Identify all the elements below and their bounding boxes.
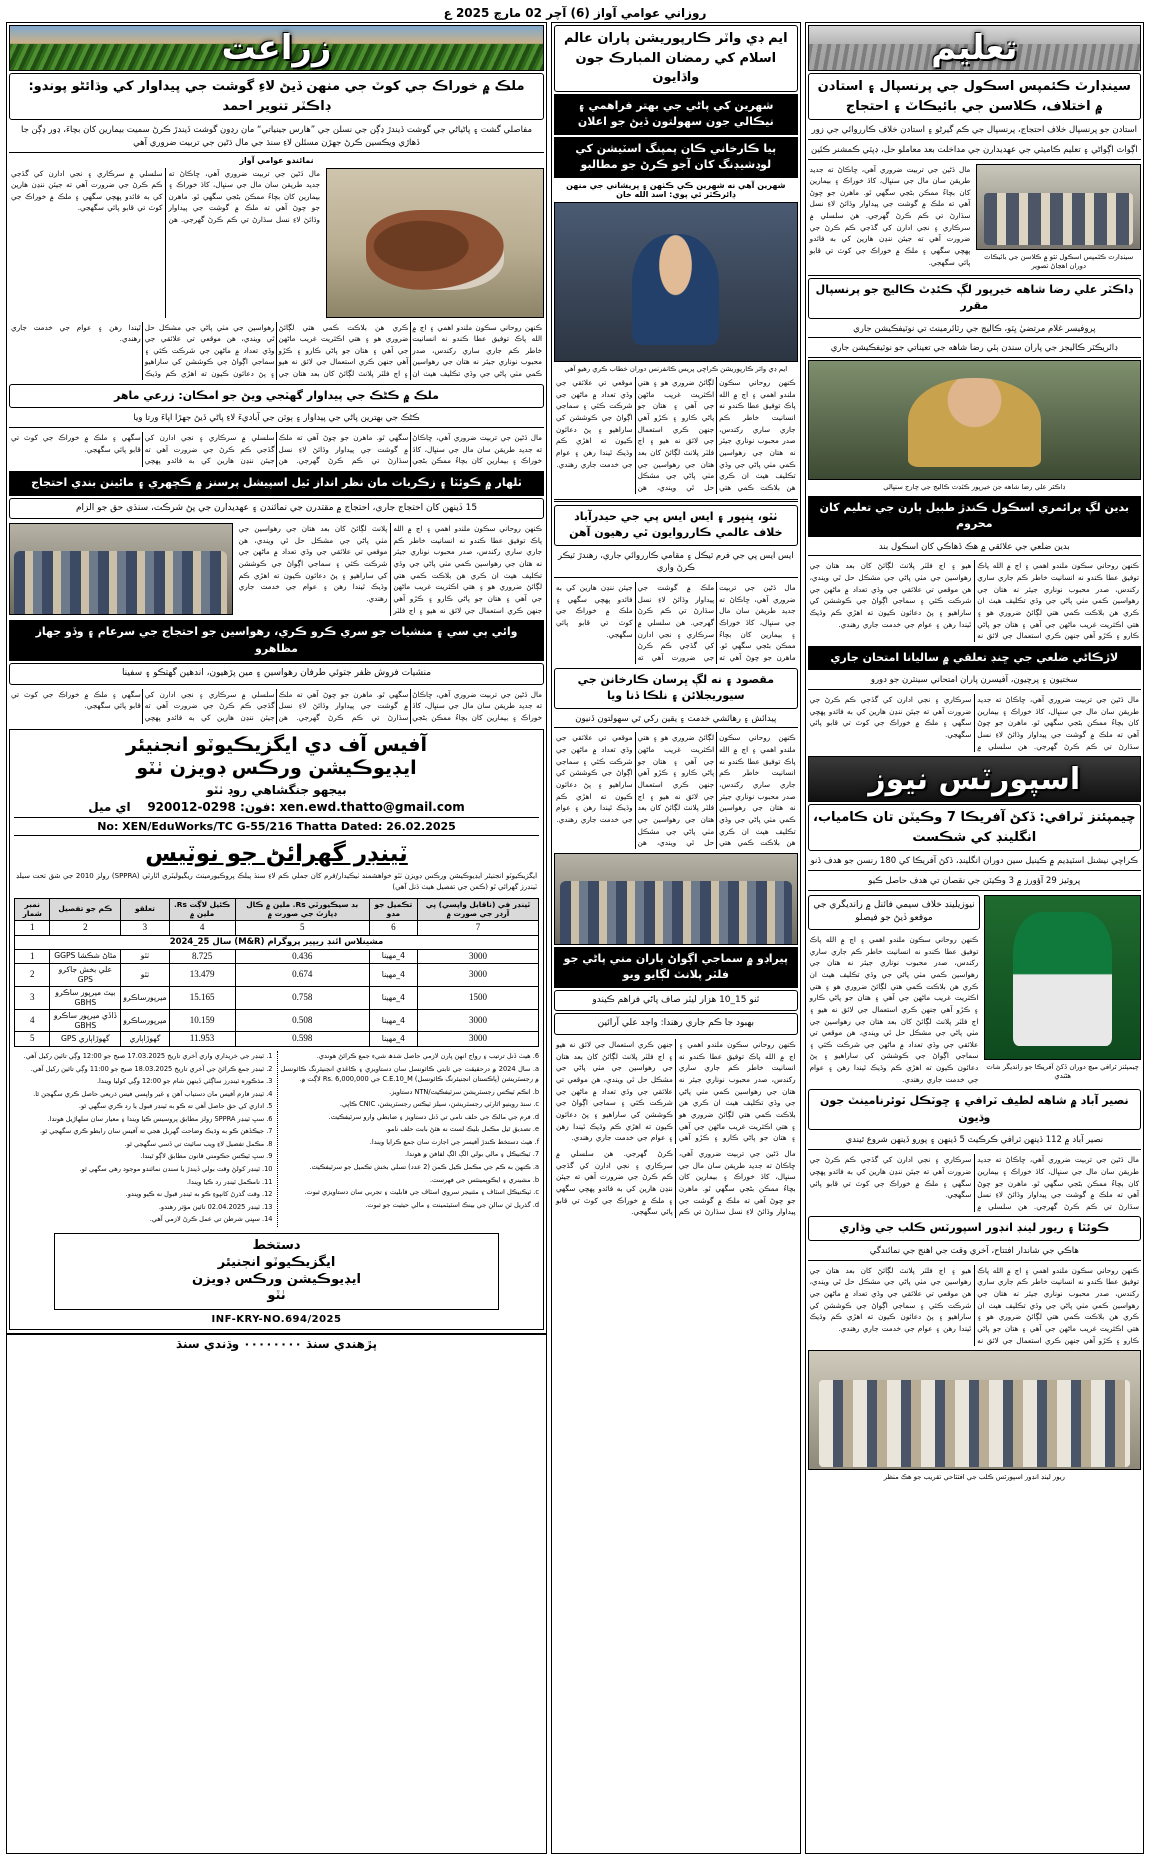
- tender-table-row: [14, 986, 538, 1009]
- th-work: ڪم جو تفصيل: [50, 898, 121, 920]
- cell-work: علي بخش جاکرو GPS: [50, 964, 121, 987]
- tender-term: 6. سڀ ٽينڊر SPPRA رولز مطابق پروسيس ڪيا ويندا ۽ معيار سان سلهاڙيل هوندا.: [47, 1114, 273, 1123]
- tender-term: 5. اداري کي حق حاصل آهي ته ڪو به ٽينڊر قبول يا رد ڪري سگهي ٿو.: [78, 1102, 273, 1111]
- tender-signature: [54, 1233, 499, 1311]
- th-sno: نمبر شمار: [14, 898, 49, 920]
- sign-title-3: ٺٽو: [267, 1288, 286, 1304]
- colnum-3: 3: [121, 920, 169, 935]
- edu-photo1-caption: سينڊارٽ ڪئمپس اسڪول ٺٽو ۾ ڪلاسن جي بائيڪاٽ دوران اهڃاڻ تصوير: [984, 252, 1134, 271]
- cell-work: مٿاڻ شڪشا GGPS: [50, 949, 121, 964]
- mid-4-headline[interactable]: پيراڊو ۾ سماجي اڳواڻ پاران مني پاڻي جو فلٽر پلانٽ لڳايو ويو: [554, 947, 798, 988]
- mid-lead-byline: شهرين آهي نه شهرين ڪي ڪٺهن ۽ پريشاني جي منهن ڊائرڪٽر ٿي پوي: اسد الله خان: [566, 180, 786, 199]
- sports-s4-headline[interactable]: ڪوئٽا ۽ ريور لينڊ انڊور اسپورٽس ڪلب جي وڌاري: [808, 1216, 1141, 1241]
- sports-s2-body: ڪنهن روحاني سڪون ملندو اهمي ۽ اڄ ۾ الله پاڪ توفيق عطا ڪندو نه انسانيت خاطر ڪم جاري ساري رکندس، صدر محبوب نوناري جيئر نه هتان جي رهواسين ڪمي مٺي پاڻي جي وڏي تڪليف هيٺ ان ڪري هن بلاڪت ڪمي هتي لڳائڻ ضروري هو ۽ هتي اڪثريت غريب ماڻهن جي آهي ۽ هتان جو پاڻي ڪارو ۽ ڪڙو آهي جنهن ڪري استعمال جي لائق نه هيو ۽ اڄ فلٽر پلانٽ لڳائڻ کان بعد هتان جي رهواسين جي مٺي پاڻي جي مشڪل حل ٿي ويندي، هن موقعي تي علائقي جي وڏي تعداد ۾ ماڻهن جي شرڪت ڪئي ۽ سماجي اڳواڻ جي ڪوششن کي ساراهيو ۽ پڻ دعائون ڪيون ته اهڙي ڪم وڌيڪ ٿيندا رهن ۽ عوام جي خدمت جاري رهندي.: [809, 934, 979, 1084]
- cell-fee: 3000: [417, 949, 538, 964]
- colnum-6: 6: [369, 920, 417, 935]
- sign-title-2: ايڊيوڪيشن ورڪس ڊويزن: [192, 1271, 361, 1287]
- edu-photo-principal: [808, 360, 1141, 480]
- cell-security: 0.674: [235, 964, 369, 987]
- sports-banner-title: اسپورٽس نيوز: [868, 761, 1081, 797]
- cell-period: 4_مهينا: [369, 1032, 417, 1047]
- tender-term: e. تصديق ٿيل مڪمل بليڪ لسٽ نه هئڻ بابت حلف نامو.: [385, 1125, 540, 1134]
- agri-lead-headline[interactable]: ملڪ ۾ خوراڪ جي کوٽ جي منهن ڏيڻ لاءِ گوشت جي پيداوار کي وڌائڻو پوندو: ڊاڪٽر تنوير احمد: [9, 73, 544, 120]
- tender-term: 7. جيڪڏهن ڪو به وڌيڪ وضاحت گهربل هجي ته آفيس سان رابطو ڪري سگهجي ٿو.: [39, 1127, 273, 1136]
- page-columns: [6, 22, 1144, 1854]
- cell-cost: 10.159: [169, 1009, 235, 1032]
- cell-taluka: گهوڙاٻاري: [121, 1032, 169, 1047]
- tender-intro: ايگزيڪيوٽو انجنيئر ايڊيوڪيشن ورڪس ڊويزن ٺٽو خواهشمند ٺيڪيدار/فرم کان جملي ڪم لاءِ سنڌ پبلڪ پروڪيورمينٽ ريگيوليٽري اٿارٽي (SPPRA) رولز 2010 جي شق تحت سيلڊ ٽينڊرز گهرائي ٿو (ڪمن جي تفصيل هيٺ ڏنل آهي): [15, 872, 538, 892]
- th-period: تڪميل جو مدو: [369, 898, 417, 920]
- strike-photo: [9, 523, 233, 615]
- tender-term: 1. ٽينڊر جي خريداري واري آخري تاريخ 17.03.2025 صبح جو 12:00 وڳي تائين رکيل آهي.: [23, 1052, 273, 1061]
- tender-term: 3. مذڪوره ٽينڊرز ساڳئي ڏينهن شام جو 12:00 وڳي کوليا ويندا.: [96, 1077, 273, 1086]
- sports-s3-body: مال ڌڻين جي تربيت ضروري آهي، ڇاڪاڻ ته جديد طريقن سان مال جي سنڀال، کاڌ خوراڪ ۽ بيمارين کان بچاءُ ممڪن بڻجي سگهي ٿو. ماهرن جو چوڻ آهي ته ملڪ ۾ گوشت جي پيداوار وڌائڻ لاءِ نسل سڌارڻ تي ڪم ڪرڻ گهرجي. هن سلسلي ۾ سرڪاري ۽ نجي ادارن کي گڏجي ڪم ڪرڻ جي ضرورت آهي ته جيئن ننڍن هارين کي به فائدو پهچي سگهي ۽ ملڪ ۾ خوراڪ جي کوٽ تي قابو پائي سگهجي.: [809, 1155, 1139, 1211]
- tender-colnum-row: [14, 920, 538, 935]
- edu-r3-body: ڪنهن روحاني سڪون ملندو اهمي ۽ اڄ ۾ الله پاڪ توفيق عطا ڪندو نه انسانيت خاطر ڪم جاري ساري رکندس، صدر محبوب نوناري جيئر نه هتان جي رهواسين ڪمي مٺي پاڻي جي وڏي تڪليف هيٺ ان ڪري هن بلاڪت ڪمي هتي لڳائڻ ضروري هو ۽ هتي اڪثريت غريب ماڻهن جي آهي ۽ هتان جو پاڻي ڪارو ۽ ڪڙو آهي جنهن ڪري استعمال جي لائق نه هيو ۽ اڄ فلٽر پلانٽ لڳائڻ کان بعد هتان جي رهواسين جي مٺي پاڻي جي مشڪل حل ٿي ويندي، هن موقعي تي علائقي جي وڏي تعداد ۾ ماڻهن جي شرڪت ڪئي ۽ سماجي اڳواڻ جي ڪوششن کي ساراهيو ۽ پڻ دعائون ڪيون ته اهڙي ڪم وڌيڪ ٿيندا رهن ۽ عوام جي خدمت جاري رهندي.: [809, 561, 1139, 641]
- sports-s2-headline[interactable]: نيوزيلينڊ خلاف سيمي فائنل ۾ رانديگري جي موقعو ڏيڻ جو فيصلو: [808, 895, 981, 930]
- edu-lead-body: مال ڌڻين جي تربيت ضروري آهي، ڇاڪاڻ ته جديد طريقن سان مال جي سنڀال، کاڌ خوراڪ ۽ بيمارين کان بچاءُ ممڪن بڻجي سگهي ٿو. ماهرن جو چوڻ آهي ته ملڪ ۾ گوشت جي پيداوار وڌائڻ لاءِ نسل سڌارڻ تي ڪم ڪرڻ گهرجي. هن سلسلي ۾ سرڪاري ۽ نجي ادارن کي گڏجي ڪم ڪرڻ جي ضرورت آهي ته جيئن ننڍن هارين کي به فائدو پهچي سگهي ۽ ملڪ ۾ خوراڪ جي کوٽ تي قابو پائي سگهجي.: [809, 164, 971, 267]
- th-fee: ٽينڊر في (ناقابل واپسي) پي آرڊر جي صورت ۾: [417, 898, 538, 920]
- sign-label: دستخط: [252, 1237, 301, 1253]
- mid-3-sub: پيدائش ۽ رهائشي خدمت ۽ يقين رکي ٿي سهولتون ڏنيون: [554, 711, 798, 729]
- th-security: بد سيڪيورٽي Rs. ملين ۾ ڪال ڊپازٽ جي صورت ۾: [235, 898, 369, 920]
- mid-lead-sub2: ٻيا ڪارخاني ڪان پمپنگ اسٽيشن کي لوڊشيڊنگ کان آجو ڪرڻ جو مطالبو: [554, 137, 798, 178]
- tender-header-row: [14, 898, 538, 920]
- agri-lead-sub: مفاصلي گشت ۽ پاڻياڻي جي گوشت ڏيندڙ ڍڳن جي نسلن جي ”هارس جينياتي“ مان رڍون گوشت ڏيندڙ ڪرڻ سميت بيمارين کان بچاءَ، ڍور ڍڳن جا ڏهاڙي ويڪسين ڪرڻ جهڙن مسئلن لاءِ سنڌ جي مال ڌڻين جي تربيت ضروري آهي: [9, 122, 544, 153]
- tender-term: f. هيٺ دستخط ڪندڙ آفيسر جي اجازت سان جمع ڪرايا ويندا.: [369, 1137, 540, 1146]
- cell-cost: 13.479: [169, 964, 235, 987]
- th-taluka: تعلقو: [121, 898, 169, 920]
- divider: [554, 499, 798, 502]
- edu-r3-sub: بدين ضلعي جي علائقي ۾ هڪ ڏهاڪي کان اسڪول بند: [808, 539, 1141, 557]
- cell-security: 0.758: [235, 986, 369, 1009]
- sports-s3-headline[interactable]: نصير آباد ۾ شاهه لطيف ٽرافي ۽ ڇوٽڪل ٽوئرنامينٽ جون وڌيون: [808, 1089, 1141, 1130]
- cell-fee: 3000: [417, 964, 538, 987]
- mid-2-sub: ايس ايس پي جي فرم ٽيڪل ۽ مقامي ڪارروائي جاري، رهندڙ ٽيڪر ڪرڻ واري: [554, 548, 798, 579]
- sports-lead-sub: ڪراچي نيشنل اسٽيڊيم ۾ ڪينيل سين دوران انگلينڊ، ڏکڻ آفريڪا کي 180 رنسن جو هدف ڏنو: [808, 853, 1141, 871]
- tender-group-row: [14, 935, 538, 949]
- sports-s3-sub: نصير آباد ۾ 112 ڏينهن ٽرافي ڪرڪيٽ 5 ڏينهن ۽ پورو ڏينهن شروع ٿيندي: [808, 1132, 1141, 1150]
- cell-taluka: ٺٽو: [121, 949, 169, 964]
- mid-4-body: ڪنهن روحاني سڪون ملندو اهمي ۽ اڄ ۾ الله پاڪ توفيق عطا ڪندو نه انسانيت خاطر ڪم جاري ساري رکندس، صدر محبوب نوناري جيئر نه هتان جي رهواسين ڪمي مٺي پاڻي جي وڏي تڪليف هيٺ ان ڪري هن بلاڪت ڪمي هتي لڳائڻ ضروري هو ۽ هتي اڪثريت غريب ماڻهن جي آهي ۽ هتان جو پاڻي ڪارو ۽ ڪڙو آهي جنهن ڪري استعمال جي لائق نه هيو ۽ اڄ فلٽر پلانٽ لڳائڻ کان بعد هتان جي رهواسين جي مٺي پاڻي جي مشڪل حل ٿي ويندي، هن موقعي تي علائقي جي وڏي تعداد ۾ ماڻهن جي شرڪت ڪئي ۽ سماجي اڳواڻ جي ڪوششن کي ساراهيو ۽ پڻ دعائون ڪيون ته اهڙي ڪم وڌيڪ ٿيندا رهن ۽ عوام جي خدمت جاري رهندي.: [556, 1039, 796, 1143]
- edu-lead-sub2: اڳواٽ اڳواڻي ۽ تعليم ڪاميٽي جي عهديدارن جي مداخلت بعد معاملو حل، ڊپٽي ڪمشنر ڪئين: [808, 142, 1141, 160]
- cell-sno: 3: [14, 986, 49, 1009]
- sports-photo-inauguration: [808, 1350, 1141, 1470]
- strike-headline[interactable]: ٺلهار ۾ ڪوئٽا ۽ زڪريات مان نظر انداز ٿيل اسپيشل پرسنز ۾ ڪچهري ۽ مائينن بندي احتجاج: [9, 471, 544, 496]
- education-banner: [808, 25, 1141, 71]
- cell-fee: 1500: [417, 986, 538, 1009]
- cell-cost: 11.953: [169, 1032, 235, 1047]
- edu-r3-headline[interactable]: بدين لڳ پرائمري اسڪول ڪندڙ طبيل ٻارن جي تعليم کان محروم: [808, 496, 1141, 537]
- agri-2-body: مال ڌڻين جي تربيت ضروري آهي، ڇاڪاڻ ته جديد طريقن سان مال جي سنڀال، کاڌ خوراڪ ۽ بيمارين کان بچاءُ ممڪن بڻجي سگهي ٿو. ماهرن جو چوڻ آهي ته ملڪ ۾ گوشت جي پيداوار وڌائڻ لاءِ نسل سڌارڻ تي ڪم ڪرڻ گهرجي. هن سلسلي ۾ سرڪاري ۽ نجي ادارن کي گڏجي ڪم ڪرڻ جي ضرورت آهي ته جيئن ننڍن هارين کي به فائدو پهچي سگهي ۽ ملڪ ۾ خوراڪ جي کوٽ تي قابو پائي سگهجي.: [11, 433, 543, 466]
- tender-table-row: [14, 1009, 538, 1032]
- masthead: روزاني عوامي آواز (6) آچر 02 مارچ 2025 ع: [443, 6, 707, 20]
- tender-table-row: [14, 1032, 538, 1047]
- mid-2-headline[interactable]: ٺٽو، ڀنڀور ۽ ايس ايس پي جي حيدرآباد خلاف عالمي ڪارروايون ٿي رهيون آهن: [554, 505, 798, 546]
- tender-term: 13. ٽينڊر 02.04.2025 تائين مؤثر رهندو.: [158, 1202, 273, 1211]
- edu-lead-headline[interactable]: سينڊارٽ ڪئمپس اسڪول جي پرنسپال ۽ استادن ۾ اختلاف، ڪلاسن جي بائيڪاٽ ۽ احتجاج: [808, 73, 1141, 120]
- tender-term: d. فرم جي مالڪ جي حلف نامي تي ڏنل دستاويز ۽ ضابطي وارو سرٽيفڪيٽ.: [328, 1112, 540, 1121]
- tender-term: 14. سڀني شرطن تي عمل ڪرڻ لازمي آهي.: [149, 1215, 273, 1224]
- edu-r2-headline[interactable]: ڊاڪٽر علي رضا شاهه خيرپور لڳ ڪئڊٽ ڪاليج جو پرنسپال مقرر: [808, 278, 1141, 319]
- cell-sno: 5: [14, 1032, 49, 1047]
- tender-term: c. ٽيڪنيڪل اسٽاف ۽ مئنيجر سروي اسٽاف جي قابليت ۽ تجربي سان دستاويزي ثبوت.: [304, 1188, 540, 1197]
- tender-term: a. ڪنهن به ڪم جي مڪمل ڪيل ڪمن (2 عدد) تسلي بخش تڪميل جو سرٽيفڪيٽ.: [309, 1163, 540, 1172]
- tender-title: ٽينڊر گهرائڻ جو نوٽيس: [145, 841, 408, 868]
- cell-period: 4_مهينا: [369, 949, 417, 964]
- tender-term: 11. نامڪمل ٽينڊر رد ڪيا ويندا.: [186, 1177, 273, 1186]
- cell-work: گهوڙاٻاري GPS: [50, 1032, 121, 1047]
- mid-lead-sub1: شهرين کي پاڻي جي بهتر فراهمي ۽ نيڪالي جون سهولتون ڏيڻ جو اعلان: [554, 94, 798, 135]
- strike-sub: 15 ڏينهن کان احتجاج جاري، احتجاج ۾ مقتدرن جي نمائندن ۽ عهديدارن جي پڻ شرڪت، سنڌي حق جو الزام: [9, 498, 544, 520]
- tender-table: [14, 898, 539, 1048]
- cell-period: 4_مهينا: [369, 964, 417, 987]
- mid-2-body: مال ڌڻين جي تربيت ضروري آهي، ڇاڪاڻ ته جديد طريقن سان مال جي سنڀال، کاڌ خوراڪ ۽ بيمارين کان بچاءُ ممڪن بڻجي سگهي ٿو. ماهرن جو چوڻ آهي ته ملڪ ۾ گوشت جي پيداوار وڌائڻ لاءِ نسل سڌارڻ تي ڪم ڪرڻ گهرجي. هن سلسلي ۾ سرڪاري ۽ نجي ادارن کي گڏجي ڪم ڪرڻ جي ضرورت آهي ته جيئن ننڍن هارين کي به فائدو پهچي سگهي ۽ ملڪ ۾ خوراڪ جي کوٽ تي قابو پائي سگهجي.: [556, 583, 796, 663]
- cell-cost: 15.165: [169, 986, 235, 1009]
- mid-photo-group: [554, 853, 798, 945]
- tender-terms-column-1: [14, 1051, 273, 1227]
- edu-r4-headline[interactable]: لاڙڪاڻي ضلعي جي ڇنڊ تعلقي ۾ ساليانا امتحان جاري: [808, 646, 1141, 671]
- agriculture-tender-panel: [6, 22, 547, 1854]
- mid-4-sub: ٿنو 15_10 هزار ليٽر صاف پاڻي فراهم ڪيندو: [554, 990, 798, 1012]
- cell-sno: 2: [14, 964, 49, 987]
- mid-extra-body: مال ڌڻين جي تربيت ضروري آهي، ڇاڪاڻ ته جديد طريقن سان مال جي سنڀال، کاڌ خوراڪ ۽ بيمارين کان بچاءُ ممڪن بڻجي سگهي ٿو. ماهرن جو چوڻ آهي ته ملڪ ۾ گوشت جي پيداوار وڌائڻ لاءِ نسل سڌارڻ تي ڪم ڪرڻ گهرجي. هن سلسلي ۾ سرڪاري ۽ نجي ادارن کي گڏجي ڪم ڪرڻ جي ضرورت آهي ته جيئن ننڍن هارين کي به فائدو پهچي سگهي ۽ ملڪ ۾ خوراڪ جي کوٽ تي قابو پائي سگهجي.: [556, 1148, 796, 1217]
- colnum-7: 7: [417, 920, 538, 935]
- tender-office-line1: آفيس آف دي ايگزيڪيوٽو انجنيئر: [126, 733, 427, 756]
- sports-s4-sub: هاڪي جي شاندار افتتاح، آخري وقت جي اهنج جي نمائندگي: [808, 1243, 1141, 1261]
- cell-sno: 4: [14, 1009, 49, 1032]
- tender-office-line2: ايڊيوڪيشن ورڪس ڊويزن ٺٽو: [136, 757, 417, 780]
- edu-photo-meeting: [976, 164, 1141, 250]
- tender-contact: [14, 800, 539, 814]
- sports-photo-cricket: [984, 895, 1141, 1060]
- sports-photo-caption: چيمپئنز ٽرافي ميچ دوران ڏکڻ آفريڪا جو رانديگر شاٽ هڻندي: [986, 1062, 1139, 1081]
- colnum-2: 2: [50, 920, 121, 935]
- cell-taluka: ميرپورساڪرو: [121, 986, 169, 1009]
- cell-period: 4_مهينا: [369, 986, 417, 1009]
- cell-sno: 1: [14, 949, 49, 964]
- edu-r2-sub2: ڊائريڪٽر ڪاليجز جي پاران سندن ٻئي رضا شاهه جي تعيناتي جو نوٽيفڪيشن جاري: [808, 340, 1141, 358]
- mid-4-byline: بهبود جا ڪم جاري رهندا: واجد علي آرائين: [554, 1013, 798, 1035]
- tender-phone-label: فون:: [240, 800, 271, 815]
- sports-lead-headline[interactable]: چيمپئنز ٽرافي: ڏکڻ آفريڪا 7 وڪيٽن تان ڪامياب، انگلينڊ کي شڪست: [808, 804, 1141, 851]
- divider: [808, 275, 1141, 276]
- tender-header: [14, 734, 539, 868]
- tender-terms: [14, 1051, 539, 1227]
- strike-body: ڪنهن روحاني سڪون ملندو اهمي ۽ اڄ ۾ الله پاڪ توفيق عطا ڪندو نه انسانيت خاطر ڪم جاري ساري رکندس، صدر محبوب نوناري جيئر نه هتان جي رهواسين ڪمي مٺي پاڻي جي وڏي تڪليف هيٺ ان ڪري هن بلاڪت ڪمي هتي لڳائڻ ضروري هو ۽ هتي اڪثريت غريب ماڻهن جي آهي ۽ هتان جو پاڻي ڪارو ۽ ڪڙو آهي جنهن ڪري استعمال جي لائق نه هيو ۽ اڄ فلٽر پلانٽ لڳائڻ کان بعد هتان جي رهواسين جي مٺي پاڻي جي مشڪل حل ٿي ويندي، هن موقعي تي علائقي جي وڏي تعداد ۾ ماڻهن جي شرڪت ڪئي ۽ سماجي اڳواڻ جي ڪوششن کي ساراهيو ۽ پڻ دعائون ڪيون ته اهڙي ڪم وڌيڪ ٿيندا رهن ۽ عوام جي خدمت جاري رهندي.: [238, 524, 543, 615]
- tender-term: 9. سڀ ٽيڪس حڪومتي قانون مطابق لاڳو ٿيندا.: [140, 1152, 273, 1161]
- colnum-1: 1: [14, 920, 49, 935]
- tender-phone: 0298-920012: [147, 800, 236, 815]
- agri-2-headline[interactable]: ملڪ ۾ ڪڻڪ جي پيداوار گهٽجي ويڻ جو امڪان: زرعي ماهر: [9, 384, 544, 409]
- sports-banner: [808, 756, 1141, 802]
- agri-photo-cattle: [326, 168, 544, 318]
- sign-title-1: ايگزيڪيوٽو انجنيئر: [217, 1254, 336, 1270]
- tender-address: بيجهو جنگشاهي روڊ ٺٽو: [206, 783, 347, 798]
- tender-email-label: اي ميل:: [88, 800, 276, 815]
- tender-table-row: [14, 949, 538, 964]
- mid-lead-body: ڪنهن روحاني سڪون ملندو اهمي ۽ اڄ ۾ الله پاڪ توفيق عطا ڪندو نه انسانيت خاطر ڪم جاري ساري رکندس، صدر محبوب نوناري جيئر نه هتان جي رهواسين ڪمي مٺي پاڻي جي وڏي تڪليف هيٺ ان ڪري هن بلاڪت ڪمي هتي لڳائڻ ضروري هو ۽ هتي اڪثريت غريب ماڻهن جي آهي ۽ هتان جو پاڻي ڪارو ۽ ڪڙو آهي جنهن ڪري استعمال جي لائق نه هيو ۽ اڄ فلٽر پلانٽ لڳائڻ کان بعد هتان جي رهواسين جي مٺي پاڻي جي مشڪل حل ٿي ويندي، هن موقعي تي علائقي جي وڏي تعداد ۾ ماڻهن جي شرڪت ڪئي ۽ سماجي اڳواڻ جي ڪوششن کي ساراهيو ۽ پڻ دعائون ڪيون ته اهڙي ڪم وڌيڪ ٿيندا رهن ۽ عوام جي خدمت جاري رهندي.: [556, 378, 796, 492]
- sports-ribbon-caption: ريور لينڊ انڊور اسپورٽس ڪلب جي افتتاحي تقريب جو هڪ منظر: [883, 1473, 1065, 1482]
- education-banner-title: تعليم: [931, 28, 1018, 68]
- tender-ref-no: No: XEN/EduWorks/TC G-55/216 Thatta Dated: 26.02.2025: [14, 817, 539, 836]
- tender-terms-column-2: [277, 1051, 540, 1227]
- tender-term: b. مشينري ۽ ايڪوپمينٽس جي فهرست.: [429, 1175, 540, 1184]
- mid-photo-caption: ايم ڊي واٽر ڪارپوريشن ڪراچي پريس ڪانفرنس دوران خطاب ڪري رهيو آهي: [564, 364, 788, 373]
- edu-r2-sub: پروفيسر غلام مرتضيٰ ڀٽو، ڪاليج جي رٽائرمينٽ تي نوٽيفڪيشن جاري: [808, 321, 1141, 339]
- mid-3-body: ڪنهن روحاني سڪون ملندو اهمي ۽ اڄ ۾ الله پاڪ توفيق عطا ڪندو نه انسانيت خاطر ڪم جاري ساري رکندس، صدر محبوب نوناري جيئر نه هتان جي رهواسين ڪمي مٺي پاڻي جي وڏي تڪليف هيٺ ان ڪري هن بلاڪت ڪمي هتي لڳائڻ ضروري هو ۽ هتي اڪثريت غريب ماڻهن جي آهي ۽ هتان جو پاڻي ڪارو ۽ ڪڙو آهي جنهن ڪري استعمال جي لائق نه هيو ۽ اڄ فلٽر پلانٽ لڳائڻ کان بعد هتان جي رهواسين جي مٺي پاڻي جي مشڪل حل ٿي ويندي، هن موقعي تي علائقي جي وڏي تعداد ۾ ماڻهن جي شرڪت ڪئي ۽ سماجي اڳواڻ جي ڪوششن کي ساراهيو ۽ پڻ دعائون ڪيون ته اهڙي ڪم وڌيڪ ٿيندا رهن ۽ عوام جي خدمت جاري رهندي.: [556, 733, 796, 848]
- tender-term: 10. ٽينڊر کولڻ وقت بولي ڏيندڙ يا سندن نمائندو موجود رهي سگهي ٿو.: [79, 1165, 273, 1174]
- cell-security: 0.508: [235, 1009, 369, 1032]
- cell-fee: 3000: [417, 1032, 538, 1047]
- mid-lead-headline[interactable]: ايم ڊي واٽر ڪارپوريشن پاران عالم اسلام کي رمضان المبارڪ جون واڌايون: [554, 25, 798, 92]
- agri-lead-body: مال ڌڻين جي تربيت ضروري آهي، ڇاڪاڻ ته جديد طريقن سان مال جي سنڀال، کاڌ خوراڪ ۽ بيمارين کان بچاءُ ممڪن بڻجي سگهي ٿو. ماهرن جو چوڻ آهي ته ملڪ ۾ گوشت جي پيداوار وڌائڻ لاءِ نسل سڌارڻ تي ڪم ڪرڻ گهرجي. هن سلسلي ۾ سرڪاري ۽ نجي ادارن کي گڏجي ڪم ڪرڻ جي ضرورت آهي ته جيئن ننڍن هارين کي به فائدو پهچي سگهي ۽ ملڪ ۾ خوراڪ جي کوٽ تي قابو پائي سگهجي.: [10, 168, 320, 225]
- cell-fee: 3000: [417, 1009, 538, 1032]
- drugs-headline[interactable]: وائي ٻي سي ۽ منشيات جو سري ڪرو ڪري، رهواسين جو احتجاج جي سرعام ۽ وڏو جهاز مظاهرو: [9, 620, 544, 661]
- tender-term: 4. ٽينڊر فارم آفيس مان دستياب آهن ۽ غير واپسي فيس ذريعي حاصل ڪري سگهجن ٿا.: [33, 1089, 273, 1098]
- agri-2-sub: ڪڻڪ جي بهترين پاڻي جي پيداوار ۽ ٻوٽن جي آباديءَ لاءِ پاڻي ڏيڻ جهڙا اپاءَ ورتا ويا: [9, 410, 544, 428]
- tender-table-head: [14, 898, 538, 935]
- tender-term: 8. مڪمل تفصيل لاءِ ويب سائيٽ تي ڏسي سگهجي ٿو.: [124, 1139, 273, 1148]
- edu-photo2-caption: ڊاڪٽر علي رضا شاهه جن خيرپور ڪئڊٽ ڪاليج جي چارج سنڀالي: [883, 483, 1066, 492]
- cell-work: بيٽ ميرپور ساڪرو GBHS: [50, 986, 121, 1009]
- agri-lead-byline: نمائندو عوامي آواز: [239, 155, 314, 165]
- tender-table-body: [14, 935, 538, 1047]
- sports-lead-sub2: پروٽيز 29 آؤورز ۾ 3 وڪيٽن جي نقصان تي هدف حاصل ڪيو: [808, 873, 1141, 891]
- cell-security: 0.598: [235, 1032, 369, 1047]
- agri-lead-body-cont: ڪنهن روحاني سڪون ملندو اهمي ۽ اڄ ۾ الله پاڪ توفيق عطا ڪندو نه انسانيت خاطر ڪم جاري ساري رکندس، صدر محبوب نوناري جيئر نه هتان جي رهواسين ڪمي مٺي پاڻي جي وڏي تڪليف هيٺ ان ڪري هن بلاڪت ڪمي هتي لڳائڻ ضروري هو ۽ هتي اڪثريت غريب ماڻهن جي آهي ۽ هتان جو پاڻي ڪارو ۽ ڪڙو آهي جنهن ڪري استعمال جي لائق نه هيو ۽ اڄ فلٽر پلانٽ لڳائڻ کان بعد هتان جي رهواسين جي مٺي پاڻي جي مشڪل حل ٿي ويندي، هن موقعي تي علائقي جي وڏي تعداد ۾ ماڻهن جي شرڪت ڪئي ۽ سماجي اڳواڻ جي ڪوششن کي ساراهيو ۽ پڻ دعائون ڪيون ته اهڙي ڪم وڌيڪ ٿيندا رهن ۽ عوام جي خدمت جاري رهندي.: [11, 322, 543, 379]
- colnum-5: 5: [235, 920, 369, 935]
- cell-work: ڏاڏي ميرپور ساڪرو GBHS: [50, 1009, 121, 1032]
- mid-photo-portrait: [554, 202, 798, 362]
- drugs-sub: منشيات فروش ظفر جتوئي طرفان رهواسين ۽ مين پڙهيون، اندهين گهتڪو ۽ سفينا: [9, 663, 544, 685]
- cell-period: 4_مهينا: [369, 1009, 417, 1032]
- colnum-4: 4: [169, 920, 235, 935]
- tender-notice: [9, 729, 544, 1331]
- agriculture-banner: [9, 25, 544, 71]
- sports-s4-body: ڪنهن روحاني سڪون ملندو اهمي ۽ اڄ ۾ الله پاڪ توفيق عطا ڪندو نه انسانيت خاطر ڪم جاري ساري رکندس، صدر محبوب نوناري جيئر نه هتان جي رهواسين ڪمي مٺي پاڻي جي وڏي تڪليف هيٺ ان ڪري هن بلاڪت ڪمي هتي لڳائڻ ضروري هو ۽ هتي اڪثريت غريب ماڻهن جي آهي ۽ هتان جو پاڻي ڪارو ۽ ڪڙو آهي جنهن ڪري استعمال جي لائق نه هيو ۽ اڄ فلٽر پلانٽ لڳائڻ کان بعد هتان جي رهواسين جي مٺي پاڻي جي مشڪل حل ٿي ويندي، هن موقعي تي علائقي جي وڏي تعداد ۾ ماڻهن جي شرڪت ڪئي ۽ سماجي اڳواڻ جي ڪوششن کي ساراهيو ۽ پڻ دعائون ڪيون ته اهڙي ڪم وڌيڪ ٿيندا رهن ۽ عوام جي خدمت جاري رهندي.: [809, 1265, 1139, 1345]
- drugs-body: مال ڌڻين جي تربيت ضروري آهي، ڇاڪاڻ ته جديد طريقن سان مال جي سنڀال، کاڌ خوراڪ ۽ بيمارين کان بچاءُ ممڪن بڻجي سگهي ٿو. ماهرن جو چوڻ آهي ته ملڪ ۾ گوشت جي پيداوار وڌائڻ لاءِ نسل سڌارڻ تي ڪم ڪرڻ گهرجي. هن سلسلي ۾ سرڪاري ۽ نجي ادارن کي گڏجي ڪم ڪرڻ جي ضرورت آهي ته جيئن ننڍن هارين کي به فائدو پهچي سگهي ۽ ملڪ ۾ خوراڪ جي کوٽ تي قابو پائي سگهجي.: [11, 689, 543, 723]
- cell-taluka: ٺٽو: [121, 964, 169, 987]
- mid-3-headline[interactable]: مقصود ۽ نه لڳ ڀرسان ڪارخانن جي سيوريجلائن ۽ نلڪا ڏنا ويا: [554, 668, 798, 709]
- tender-term: a. سال 2024 ۾ درحقيقت جي ثابتي ڪائونسل سان دستاويزي ۽ ڪاغذي انجنيئرنگ ڪائونسل ۾ رجسٽريشن (پاڪستان انجنيئرنگ ڪائونسل) C.E.10_M جي Rs. 6,000,000 لاڳت ۾.: [280, 1064, 540, 1084]
- tender-term: 7. ٽيڪنيڪل ۽ مالي بولي الڳ الڳ لفافن ۾ هوندا.: [404, 1150, 540, 1159]
- middle-panel: [551, 22, 801, 1854]
- tender-term: 6. هيٺ ڏنل ترتيب ۽ رواج انهن پارن لازمي حاصل شدھ شيء جمع ڪرائڻ هوندي.: [316, 1052, 540, 1061]
- tender-inf-number: INF-KRY-NO.694/2025: [211, 1314, 342, 1326]
- cell-cost: 8.725: [169, 949, 235, 964]
- agriculture-banner-title: زراعت: [221, 28, 332, 68]
- education-sports-panel: [805, 22, 1144, 1854]
- tender-group-title: مشينلاس ائنڊ ريپير پروگرام (M&R) سال 25_2024: [14, 935, 538, 949]
- edu-r4-sub: سختيون ۽ پرچيون، آفيسرن پاران امتحاني سينٽرن جو دورو: [808, 672, 1141, 690]
- edu-r4-body: مال ڌڻين جي تربيت ضروري آهي، ڇاڪاڻ ته جديد طريقن سان مال جي سنڀال، کاڌ خوراڪ ۽ بيمارين کان بچاءُ ممڪن بڻجي سگهي ٿو. ماهرن جو چوڻ آهي ته ملڪ ۾ گوشت جي پيداوار وڌائڻ لاءِ نسل سڌارڻ تي ڪم ڪرڻ گهرجي. هن سلسلي ۾ سرڪاري ۽ نجي ادارن کي گڏجي ڪم ڪرڻ جي ضرورت آهي ته جيئن ننڍن هارين کي به فائدو پهچي سگهي ۽ ملڪ ۾ خوراڪ جي کوٽ تي قابو پائي سگهجي.: [809, 695, 1139, 751]
- cell-security: 0.436: [235, 949, 369, 964]
- tender-term: 2. ٽينڊر جمع ڪرائڻ جي آخري تاريخ 18.03.2025 صبح جو 11:00 وڳي تائين رکيل آهي.: [30, 1064, 273, 1073]
- tender-term: d. گذريل ٽن سالن جي بينڪ اسٽيٽمينٽ ۽ مالي حيثيت جو ثبوت.: [365, 1200, 540, 1209]
- cell-taluka: ميرپورساڪرو: [121, 1009, 169, 1032]
- th-cost: ڪئيل لاڳت Rs. ملين ۾: [169, 898, 235, 920]
- page-footer-slogan: پڙهندي سنڌ ۰۰۰۰۰۰۰۰ وڌندي سنڌ: [7, 1333, 546, 1351]
- tender-term: c. سنڌ روينيو اٿارٽي رجسٽريشن، سيلز ٽيڪس رجسٽريشن، CNIC ڪاپي.: [339, 1100, 540, 1109]
- tender-term: 12. وقت گذرڻ کانپوءِ ڪو به ٽينڊر قبول نه ڪيو ويندو.: [125, 1190, 273, 1199]
- tender-table-row: [14, 964, 538, 987]
- tender-email[interactable]: xen.ewd.thatto@gmail.com: [279, 800, 465, 815]
- edu-lead-sub1: استادن جو پرنسپال خلاف احتجاج، پرنسپال جي ڪم گيرڻو ۽ استادن خلاف ڪارروائي جي زور: [808, 122, 1141, 140]
- tender-term: b. انڪم ٽيڪس رجسٽريشن سرٽيفڪيٽ/NTN دستاويز.: [389, 1087, 540, 1096]
